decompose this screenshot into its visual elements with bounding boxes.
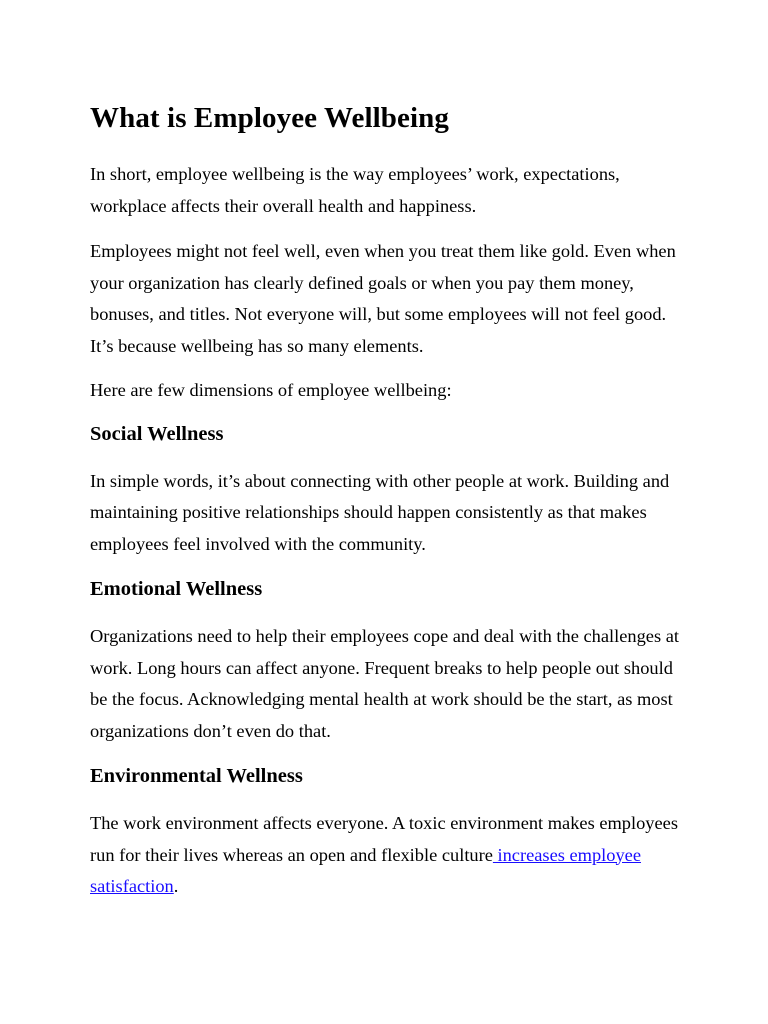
section-heading-social-wellness: Social Wellness <box>90 422 224 445</box>
intro-paragraph: In short, employee wellbeing is the way employees’ work, expectations, workplace affects their overall health and happiness. <box>90 164 620 216</box>
section-heading-environmental-wellness: Environmental Wellness <box>90 765 303 787</box>
section-body-environmental-wellness <box>90 808 690 903</box>
section-heading-emotional-wellness: Emotional Wellness <box>90 578 263 600</box>
document-page <box>90 98 690 918</box>
intro-paragraph: Here are few dimensions of employee wellbeing: <box>90 380 452 400</box>
section-body-social-wellness: In simple words, it’s about connecting with other people at work. Building and maintaining positive relationships should happen consistently as that makes employees feel involved with the community. <box>90 470 670 554</box>
section-body-emotional-wellness: Organizations need to help their employees cope and deal with the challenges at work. Long hours can affect anyone. Frequent breaks to help people out should be the focus. Acknowledging mental health at work should be the start, as most organizations don’t even do that. <box>90 626 679 741</box>
section-body-text: The work environment affects everyone. A toxic environment makes employees run for their lives whereas an open and flexible culture <box>90 813 678 865</box>
section-body-text-end: . <box>173 876 179 896</box>
employee-satisfaction-link[interactable]: increases employee satisfaction <box>90 844 641 896</box>
page-title: What is Employee Wellbeing <box>90 102 449 134</box>
intro-paragraph: Employees might not feel well, even when you treat them like gold. Even when your organization has clearly defined goals or when you pay them money, bonuses, and titles. Not everyone will, but some employees will not feel good. It’s because wellbeing has so many elements. <box>90 241 676 356</box>
